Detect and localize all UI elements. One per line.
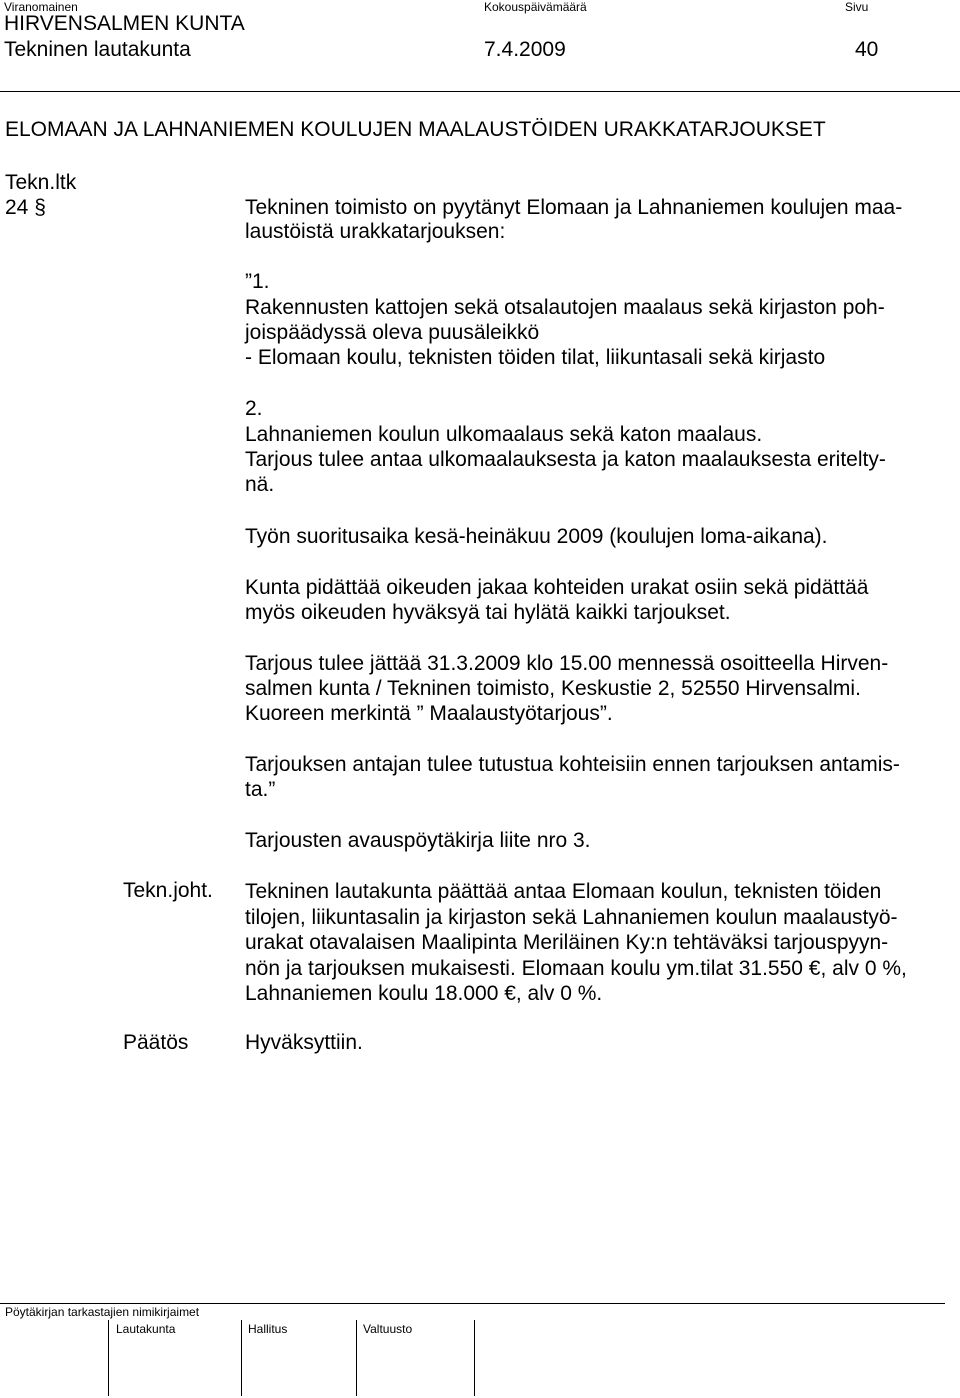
footer-divider-1 <box>108 1320 109 1396</box>
label-date: Kokouspäivämäärä <box>484 0 587 14</box>
work-period-paragraph: Työn suoritusaika kesä-heinäkuu 2009 (koulujen loma-aikana). <box>245 525 828 548</box>
attachment-paragraph: Tarjousten avauspöytäkirja liite nro 3. <box>245 829 591 852</box>
decision-label: Päätös <box>123 1031 189 1054</box>
document-title: ELOMAAN JA LAHNANIEMEN KOULUJEN MAALAUSTÖIDEN URAKKATARJOUKSET <box>5 118 826 141</box>
committee-name: Tekninen lautakunta <box>4 38 191 61</box>
footer-col-committee: Lautakunta <box>116 1322 176 1336</box>
signatures-label: Pöytäkirjan tarkastajien nimikirjaimet <box>5 1305 200 1319</box>
label-organization: Viranomainen <box>4 0 78 14</box>
item-2-number: 2. <box>245 397 263 420</box>
section-number: 24 § <box>5 196 46 219</box>
footer-rule <box>0 1303 945 1304</box>
proposal-label: Tekn.joht. <box>123 879 213 902</box>
decision-text: Hyväksyttiin. <box>245 1031 363 1054</box>
deadline-paragraph: Tarjous tulee jättää 31.3.2009 klo 15.00 mennessä osoitteella Hirven- salmen kunta / Tekninen toimisto, Keskustie 2, 52550 Hirvensalmi. Kuoreen merkintä ” Maalaustyötarjous”. <box>245 652 889 725</box>
footer-divider-3 <box>356 1320 357 1396</box>
footer-divider-4 <box>474 1320 475 1396</box>
header-rule <box>0 91 960 92</box>
footer-col-council: Valtuusto <box>363 1322 413 1336</box>
intro-paragraph: Tekninen toimisto on pyytänyt Elomaan ja Lahnaniemen koulujen maa- laustöistä urakkatarjouksen: <box>245 196 903 243</box>
meeting-date: 7.4.2009 <box>484 38 566 61</box>
label-page: Sivu <box>845 0 869 14</box>
footer-col-board: Hallitus <box>248 1322 288 1336</box>
page-number: 40 <box>855 38 879 61</box>
item-1-text: Rakennusten kattojen sekä otsalautojen maalaus sekä kirjaston poh- joispäädyssä oleva puusäleikkö - Elomaan koulu, teknisten töiden tilat, liikuntasali sekä kirjasto <box>245 296 885 369</box>
section-reference-label: Tekn.ltk <box>5 171 77 194</box>
item-1-number: ”1. <box>245 270 270 293</box>
proposal-text: Tekninen lautakunta päättää antaa Elomaan koulun, teknisten töiden tilojen, liikuntasalin ja kirjaston sekä Lahnaniemen koulun maalaustyö- urakat otavalaisen Maalipinta Meriläinen Ky:n tehtäväksi tarjouspyyn- nön ja tarjouksen mukaisesti. Elomaan koulu ym.tilat 31.550 €, alv 0 %, Lahnaniemen koulu 18.000 €, alv 0 %. <box>245 880 907 1005</box>
rights-paragraph: Kunta pidättää oikeuden jakaa kohteiden urakat osiin sekä pidättää myös oikeuden hyväksyä tai hylätä kaikki tarjoukset. <box>245 576 869 624</box>
organization-name: HIRVENSALMEN KUNTA <box>4 12 245 35</box>
site-visit-paragraph: Tarjouksen antajan tulee tutustua kohteisiin ennen tarjouksen antamis- ta.” <box>245 753 900 801</box>
item-2-text: Lahnaniemen koulun ulkomaalaus sekä katon maalaus. Tarjous tulee antaa ulkomaalauksesta ja katon maalauksesta eritelty- nä. <box>245 423 886 496</box>
footer-divider-2 <box>241 1320 242 1396</box>
